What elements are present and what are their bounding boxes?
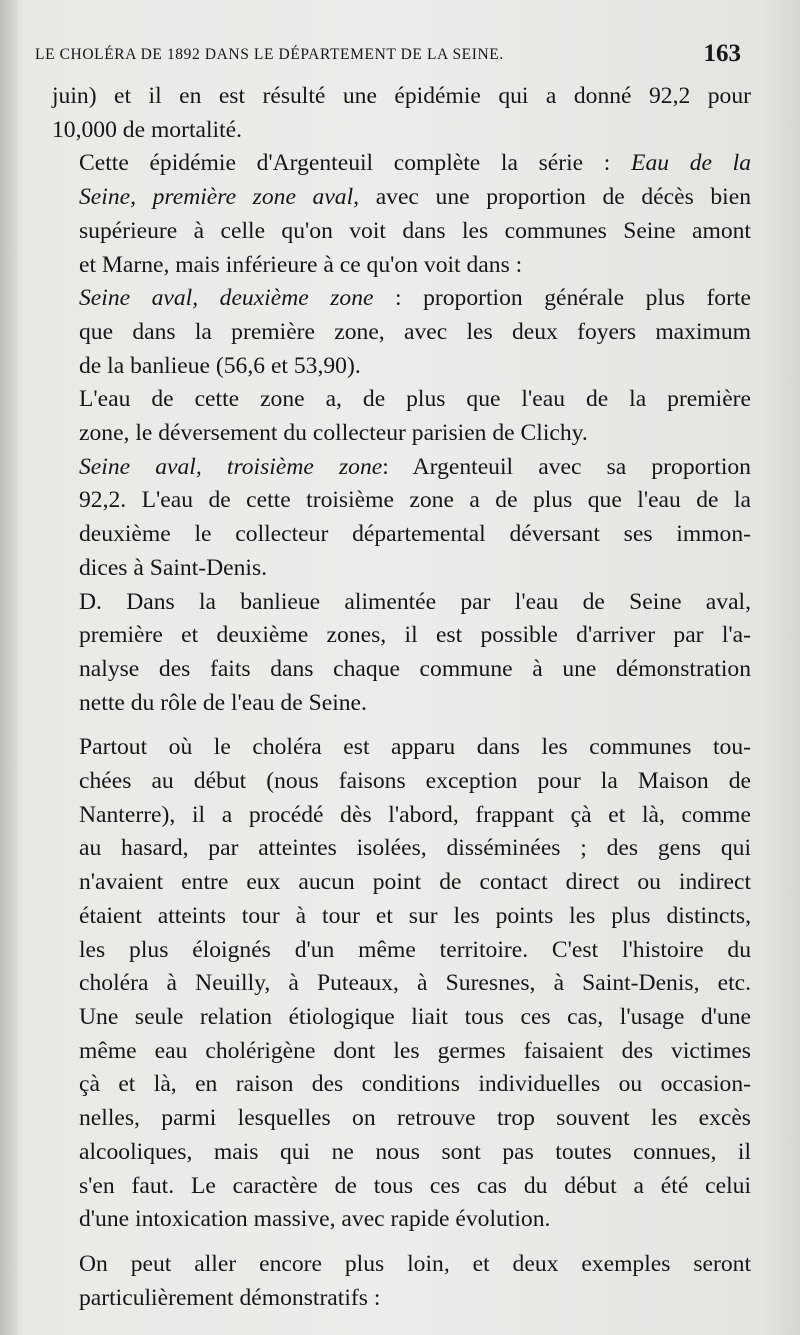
text-line: Cette épidémie d'Argenteuil complète la série : Eau de la [79,150,751,177]
text-line: çà et là, en raison des conditions individuelles ou occasion- [79,1071,751,1098]
paragraph-5 [52,451,751,586]
text-line: Partout où le choléra est apparu dans les communes tou- [79,734,751,761]
text-line: Seine aval, deuxième zone : proportion générale plus forte [79,285,751,312]
text-line: juin) et il en est résulté une épidémie qui a donné 92,2 pour [52,83,751,109]
page-number: 163 [703,40,741,67]
page-spine-shadow [0,0,18,1335]
paragraph-1 [52,80,751,147]
text-line: étaient atteints tour à tour et sur les points les plus distincts, [79,902,751,929]
paragraph-7 [52,731,751,1237]
text-line: nelles, parmi lesquelles on retrouve trop souvent les excès [79,1105,751,1132]
text-line: Seine, première zone aval, avec une proportion de décès bien [79,184,751,211]
running-title: LE CHOLÉRA DE 1892 DANS LE DÉPARTEMENT DE LA SEINE. [35,46,504,63]
text-line: d'une intoxication massive, avec rapide évolution. [79,1206,551,1233]
text-line: deuxième le collecteur départemental déversant ses immon- [79,521,751,548]
text-line: On peut aller encore plus loin, et deux exemples seront [79,1250,751,1277]
page-header [35,40,741,74]
body-text [52,80,751,1315]
text-line: les plus éloignés d'un même territoire. C'est l'histoire du [79,936,751,963]
text-line: première et deuxième zones, il est possible d'arriver par l'a- [79,622,751,649]
paragraph-6-section-d [52,586,751,721]
text-line: dices à Saint-Denis. [79,554,268,581]
text-line: n'avaient entre eux aucun point de contact direct ou indirect [79,869,751,896]
text-line: choléra à Neuilly, à Puteaux, à Suresnes, à Saint-Denis, etc. [79,970,751,997]
text-line: 92,2. L'eau de cette troisième zone a de plus que l'eau de la [79,487,751,514]
text-line: s'en faut. Le caractère de tous ces cas du début a été celui [79,1172,751,1199]
text-line: particulièrement démonstratifs : [79,1284,381,1311]
text-line: Nanterre), il a procédé dès l'abord, frappant çà et là, comme [79,801,751,828]
text-line: supérieure à celle qu'on voit dans les communes Seine amont [79,217,751,244]
text-line: 10,000 de mortalité. [52,116,243,143]
text-line: Une seule relation étiologique liait tous ces cas, l'usage d'une [79,1003,751,1030]
italic-phrase: Seine, première zone aval, [79,184,360,211]
text-line: que dans la première zone, avec les deux foyers maximum [79,318,751,345]
text-line: D. Dans la banlieue alimentée par l'eau de Seine aval, [79,588,751,615]
text-line: chées au début (nous faisons exception pour la Maison de [79,768,751,795]
paragraph-4 [52,383,751,450]
text-line: nette du rôle de l'eau de Seine. [79,689,367,716]
italic-phrase: Eau de la [631,150,751,177]
text-line: nalyse des faits dans chaque commune à une démonstration [79,655,751,682]
text-line: alcooliques, mais qui ne nous sont pas toutes connues, il [79,1138,751,1165]
text-line: et Marne, mais inférieure à ce qu'on voit dans : [79,251,523,278]
text-line: L'eau de cette zone a, de plus que l'eau de la première [79,386,751,413]
paragraph-3 [52,282,751,383]
paragraph-8 [52,1248,751,1315]
text-line: au hasard, par atteintes isolées, disséminées ; des gens qui [79,835,751,862]
italic-phrase: Seine aval, deuxième zone [79,285,374,312]
paragraph-2 [52,147,751,282]
text-line: de la banlieue (56,6 et 53,90). [79,352,361,379]
text-line: Seine aval, troisième zone: Argenteuil avec sa proportion [79,453,751,480]
italic-phrase: Seine aval, troisième zone [79,453,383,480]
text-line: zone, le déversement du collecteur parisien de Clichy. [79,420,588,447]
text-line: même eau cholérigène dont les germes faisaient des victimes [79,1037,751,1064]
